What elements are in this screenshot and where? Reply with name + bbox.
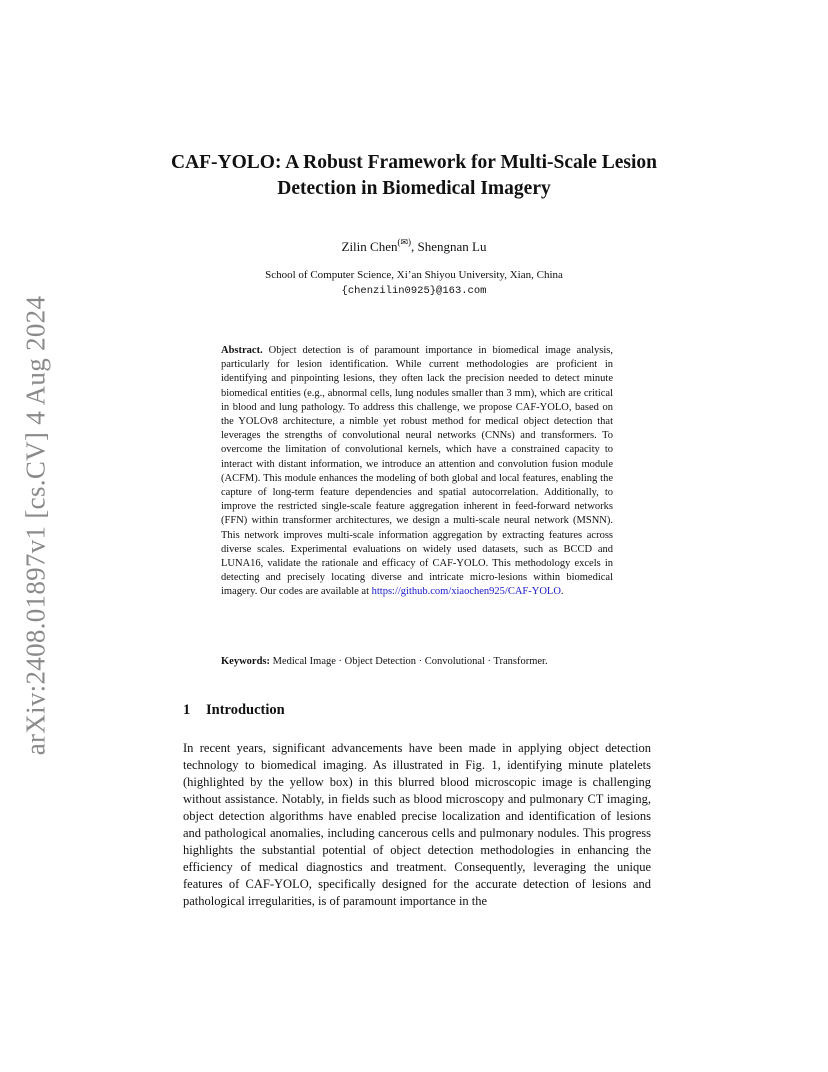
affiliation-block	[150, 267, 678, 299]
keywords	[221, 656, 613, 667]
section-heading	[183, 702, 285, 719]
affiliation: School of Computer Science, Xi’an Shiyou University, Xian, China	[265, 269, 563, 281]
keywords-label: Keywords:	[221, 656, 270, 667]
abstract-label: Abstract.	[221, 345, 263, 356]
abstract	[221, 344, 613, 600]
code-repository-link[interactable]: https://github.com/xiaochen925/CAF-YOLO	[371, 586, 561, 598]
introduction-paragraph: In recent years, significant advancements have been made in applying object detection technology to biomedical imaging. As illustrated in Fig. 1, identifying minute platelets (highlighted by the yellow box) in this blurred blood microscopic image is challenging without assistance. Notably, in fields such as blood microscopy and pulmonary CT imaging, object detection algorithms have enabled precise localization and identification of lesions and pathological anomalies, including cancerous cells and pulmonary nodules. This progress highlights the substantial potential of object detection methodologies in enhancing the efficiency of medical diagnostics and treatment. Consequently, leveraging the unique features of CAF-YOLO, specifically designed for the accurate detection of lesions and pathological irregularities, is of paramount importance in the	[183, 741, 651, 908]
author-email: {chenzilin0925}@163.com	[341, 285, 487, 297]
author-name: Zilin Chen	[341, 239, 398, 254]
abstract-end: .	[560, 586, 564, 598]
corresponding-author-mark: (✉)	[397, 237, 412, 247]
author-line	[150, 237, 678, 255]
arxiv-identifier-sidebar	[14, 290, 58, 760]
section-title: Introduction	[206, 702, 285, 718]
arxiv-identifier: arXiv:2408.01897v1 [cs.CV] 4 Aug 2024	[20, 295, 51, 755]
author-name: , Shengnan Lu	[411, 239, 487, 254]
paper-title: CAF-YOLO: A Robust Framework for Multi-Scale Lesion Detection in Biomedical Imagery	[170, 152, 658, 199]
keywords-text: Medical Image · Object Detection · Convolutional · Transformer.	[272, 656, 548, 667]
abstract-text: Object detection is of paramount importance in biomedical image analysis, particularly for lesion identification. While current methodologies are proficient in identifying and pinpointing lesions, they often lack the precision needed to detect minute biomedical entities (e.g., abnormal cells, lung nodules smaller than 3 mm), which are critical in blood and lung pathology. To address this challenge, we propose CAF-YOLO, based on the YOLOv8 architecture, a nimble yet robust method for medical object detection that leverages the strengths of convolutional neural networks (CNNs) and transformers. To overcome the limitation of convolutional kernels, which have a constrained capacity to interact with distant information, we introduce an attention and convolution fusion module (ACFM). This module enhances the modeling of both global and local features, enabling the capture of long-term feature dependencies and spatial autocorrelation. Additionally, to improve the restricted single-scale feature aggregation inherent in feed-forward networks (FFN) within transformer architectures, we design a multi-scale neural network (MSNN). This network improves multi-scale information aggregation by extracting features across diverse scales. Experimental evaluations on widely used datasets, such as BCCD and LUNA16, validate the rationale and efficacy of CAF-YOLO. This methodology excels in detecting and precisely locating diverse and intricate micro-lesions within biomedical imagery. Our codes are available at	[221, 345, 614, 598]
section-number: 1	[183, 702, 191, 718]
